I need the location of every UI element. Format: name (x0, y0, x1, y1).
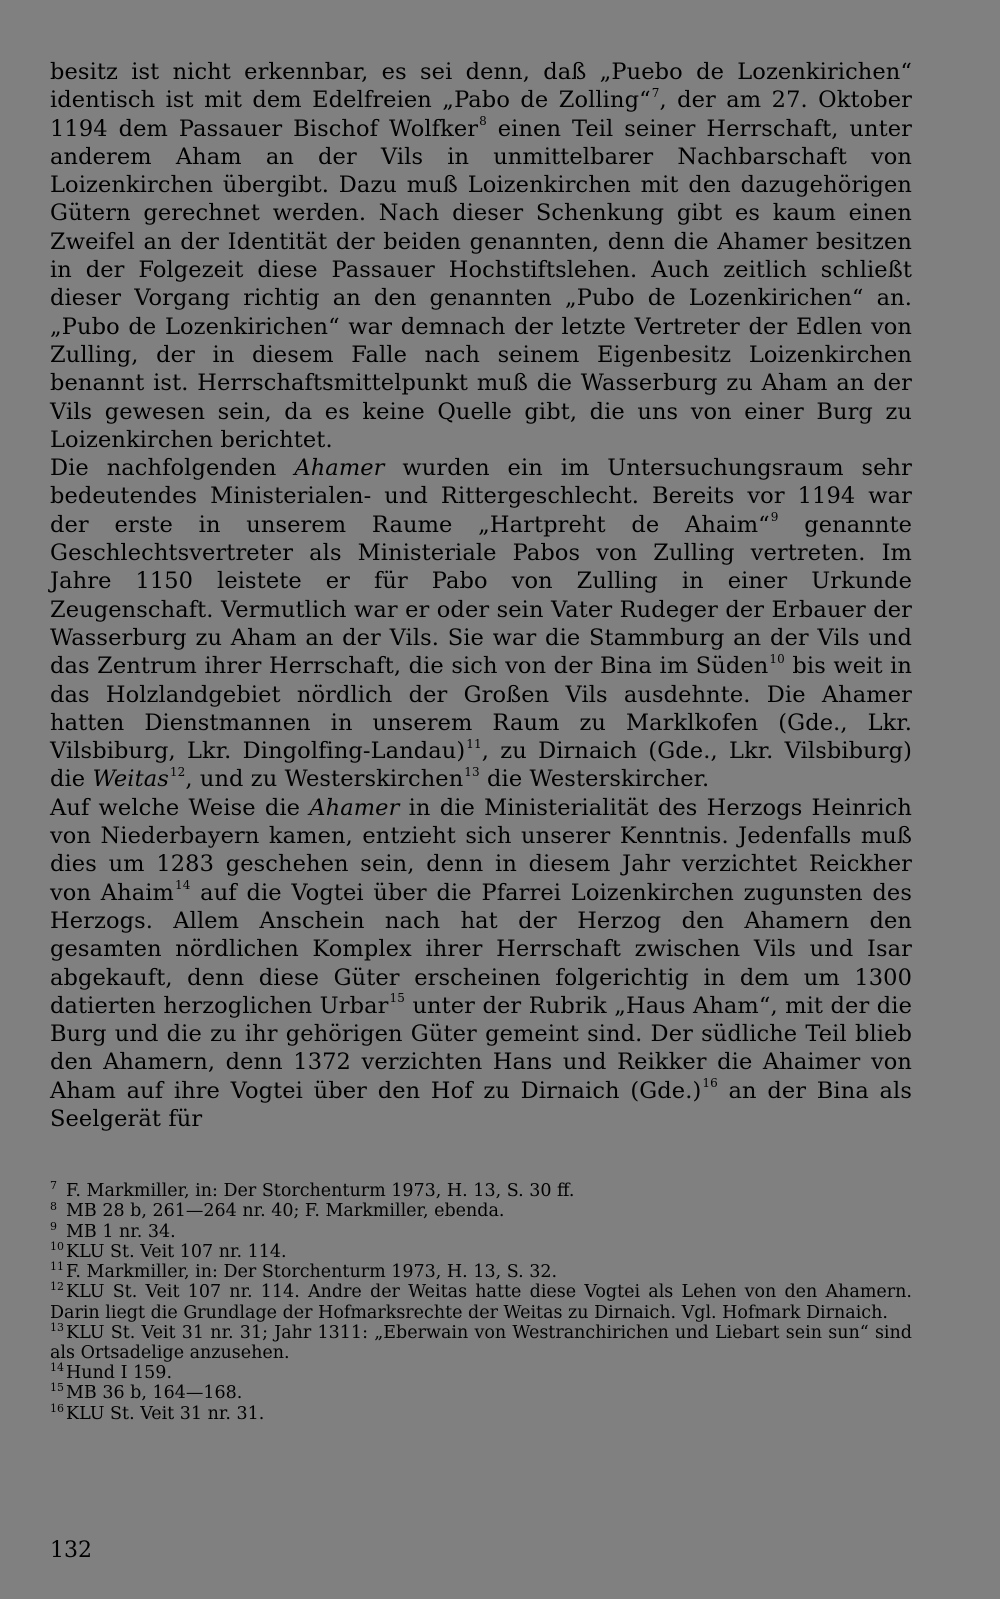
text-run: genannte Geschlechtsvertreter als Ministeriale Pabos von Zulling vertreten. Im Jahre 1150 leistete er für Pabo von Zulling in einer Urkunde Zeugenschaft. Vermutlich war er oder sein Vater Rudeger der Erbauer der Wasserburg zu Aham an der Vils. Sie war die Stammburg an der Vils und das Zentrum ihrer Herrschaft, die sich von der Bina im Süden (50, 511, 913, 680)
footnote-reference: 14 (174, 878, 191, 893)
text-run: an der Bina als Seelgerät für (50, 1077, 912, 1132)
footnote-text: MB 36 b, 164—168. (66, 1383, 243, 1404)
text-run: auf die Vogtei über die Pfarrei Loizenkirchen zugunsten des Herzogs. Allem Anschein nach hat der Herzog den Ahamern den gesamten nördlichen Komplex ihrer Herrschaft zwischen Vils und Isar abgekauft, denn diese Güter erscheinen folgerichtig in dem um 1300 datierten herzoglichen Urbar (50, 879, 912, 1019)
footnote-reference: 7 (651, 85, 660, 100)
paragraph (50, 454, 912, 794)
footnote-reference: 15 (389, 991, 405, 1006)
footnote-reference: 8 (479, 114, 487, 129)
footnote-reference: 12 (169, 764, 186, 779)
text-run: bis weit in das Holzlandgebiet nördlich der Großen Vils ausdehnte. Die Ahamer hatten Dienstmannen in unserem Raum zu Marklkofen (Gde., Lkr. Vilsbiburg, Lkr. Dingolfing-Landau) (50, 653, 912, 765)
footnote: 13 KLU St. Veit 31 nr. 31; Jahr 1311: „Eberwain von Westranchirichen und Liebart sein sun“ sind als Ortsadelige anzusehen. (50, 1320, 912, 1363)
footnote: 10 KLU St. Veit 107 nr. 114. (50, 1240, 287, 1262)
footnote: 15 MB 36 b, 164—168. (50, 1381, 243, 1404)
body-text (50, 58, 912, 1133)
footnote-text: MB 28 b, 261—264 nr. 40; F. Markmiller, ebenda. (66, 1201, 505, 1222)
footnote-text: F. Markmiller, in: Der Storchenturm 1973, H. 13, S. 32. (66, 1262, 558, 1283)
page-content (50, 58, 912, 1424)
footnote-reference: 11 (466, 736, 482, 751)
footnote-text: MB 1 nr. 34. (66, 1221, 176, 1242)
paragraph (50, 794, 912, 1134)
footnote-text: KLU St. Veit 107 nr. 114. (66, 1241, 287, 1262)
text-run: , zu Dirnaich (Gde., Lkr. Vilsbiburg) die (50, 738, 912, 793)
footnote-reference: 13 (464, 764, 480, 779)
text-run: in die Ministerialität des Herzogs Heinrich von Niederbayern kamen, entzieht sich unserer Kenntnis. Jedenfalls muß dies um 1283 geschehen sein, denn in diesem Jahr verzichtet Reickher von Ahaim (50, 794, 912, 906)
footnote: 14 Hund I 159. (50, 1361, 173, 1384)
footnote-reference: 10 (769, 651, 785, 666)
text-run: Die nachfolgenden (50, 455, 295, 482)
text-run: wurden ein im Untersuchungsraum sehr bedeutendes Ministerialen- und Rittergeschlecht. Bereits vor 1194 war der erste in unserem Raume „Hartpreht de Ahaim“ (50, 455, 912, 538)
footnote: 12 KLU St. Veit 107 nr. 114. Andre der Weitas hatte diese Vogtei als Lehen von den Ahamern. Darin liegt die Grundlage der Hofmarksrechte der Weitas zu Dirnaich. Vgl. Hofmark Dirnaich. (50, 1280, 912, 1323)
text-run: einen Teil seiner Herrschaft, unter anderem Aham an der Vils in unmittelbarer Nachbarschaft von Loizenkirchen übergibt. Dazu muß Loizenkirchen mit den dazugehörigen Gütern gerechnet werden. Nach dieser Schenkung gibt es kaum einen Zweifel an der Identität der beiden genannten, denn die Ahamer besitzen in der Folgezeit diese Passauer Hochstiftslehen. Auch zeitlich schließt dieser Vorgang richtig an den genannten „Pubo de Lozenkirichen“ an. „Pubo de Lozenkirichen“ war demnach der letzte Vertreter der Edlen von Zulling, der in diesem Falle nach seinem Eigenbesitz Loizenkirchen benannt ist. Herrschaftsmittelpunkt muß die Wasserburg zu Aham an der Vils gewesen sein, da es keine Quelle gibt, die uns von einer Burg zu Loizenkirchen berichtet. (50, 115, 913, 453)
footnote-text: KLU St. Veit 31 nr. 31. (66, 1403, 265, 1424)
text-run: Auf welche Weise die (50, 794, 310, 821)
italic-name: Ahamer (294, 455, 385, 482)
footnote-text: KLU St. Veit 31 nr. 31; Jahr 1311: „Eberwain von Westranchirichen und Liebart sein sun“ sind als Ortsadelige anzusehen. (50, 1322, 912, 1363)
paragraph (50, 58, 912, 454)
text-run: unter der Rubrik „Haus Aham“, mit der die Burg und die zu ihr gehörigen Güter gemeint sind. Der südliche Teil blieb den Ahamern, denn 1372 verzichten Hans und Reikker die Ahaimer von Aham auf ihre Vogtei über den Hof zu Dirnaich (Gde.) (50, 992, 912, 1104)
footnote-text: Hund I 159. (66, 1363, 173, 1384)
footnote: 7 F. Markmiller, in: Der Storchenturm 1973, H. 13, S. 30 ff. (50, 1179, 575, 1202)
text-run: besitz ist nicht erkennbar, es sei denn, daß „Puebo de Lozenkirichen“ identisch ist mit dem Edelfreien „Pabo de Zolling“ (50, 59, 912, 114)
footnote-text: KLU St. Veit 107 nr. 114. Andre der Weitas hatte diese Vogtei als Lehen von den Ahamern. Darin liegt die Grundlage der Hofmarksrechte der Weitas zu Dirnaich. Vgl. Hofmark Dirnaich. (50, 1282, 912, 1323)
italic-name: Ahamer (309, 794, 400, 821)
italic-name: Weitas (92, 766, 169, 793)
footnote: 8 MB 28 b, 261—264 nr. 40; F. Markmiller, ebenda. (50, 1199, 505, 1222)
footnote-text: F. Markmiller, in: Der Storchenturm 1973, H. 13, S. 30 ff. (66, 1181, 575, 1202)
text-run: , und zu Westerskirchen (185, 766, 464, 793)
footnote: 11 F. Markmiller, in: Der Storchenturm 1973, H. 13, S. 32. (50, 1260, 558, 1283)
text-run: die Westerskircher. (479, 766, 710, 793)
text-run: , der am 27. Oktober 1194 dem Passauer Bischof Wolfker (50, 87, 912, 142)
footnote-reference: 9 (770, 510, 779, 525)
footnotes (50, 1181, 912, 1423)
footnote-reference: 16 (702, 1076, 718, 1091)
footnote: 9 MB 1 nr. 34. (50, 1219, 176, 1242)
page-number: 132 (50, 1538, 92, 1563)
footnote: 16 KLU St. Veit 31 nr. 31. (50, 1401, 265, 1424)
